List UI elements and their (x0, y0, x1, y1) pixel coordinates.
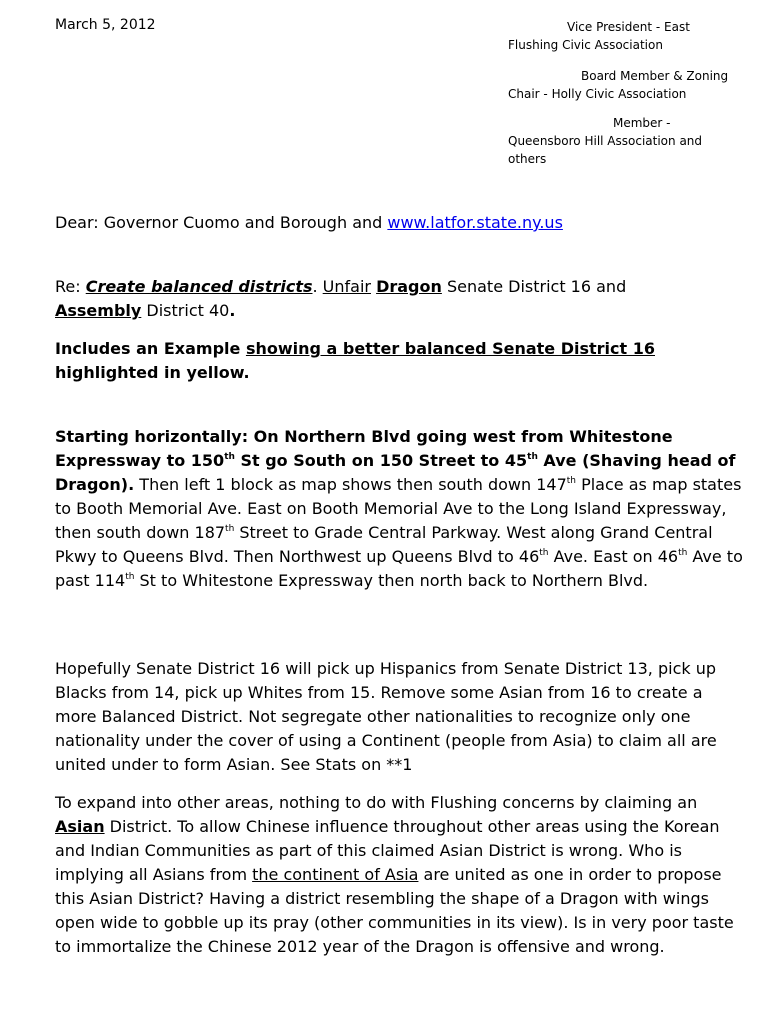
route-text: Ave to past 114 (55, 547, 743, 590)
re-dragon: Dragon (376, 277, 442, 296)
salutation (55, 211, 745, 235)
ordinal: th (539, 548, 549, 558)
route-description (55, 425, 745, 593)
signature-title-3 (508, 114, 748, 168)
ordinal: th (225, 524, 235, 534)
letter-date: March 5, 2012 (55, 17, 156, 33)
ordinal: th (125, 572, 135, 582)
includes-text: highlighted in yellow. (55, 363, 250, 382)
signature-title-2 (508, 67, 748, 103)
route-bold: Starting horizontally: On Northern Blvd going west from Whitestone Expressway to 150 (55, 427, 673, 470)
route-text: St to Whitestone Expressway then north back to Northern Blvd. (134, 571, 649, 590)
ordinal: th (678, 548, 688, 558)
signature-line: others (508, 152, 547, 166)
re-assembly: Assembly (55, 301, 142, 320)
expand-text: To expand into other areas, nothing to do with Flushing concerns by claiming an (55, 793, 698, 812)
expand-paragraph (55, 791, 745, 959)
re-text: . (312, 277, 323, 296)
re-text: Senate District 16 and (441, 277, 627, 296)
expand-asian: Asian (55, 817, 105, 836)
expand-text: District. To allow Chinese influence throughout other areas using the Korean and Indian Communities as part of this claimed Asian District is wrong. Who is implying all Asians from (55, 817, 720, 884)
salutation-text: Dear: Governor Cuomo and Borough and (55, 213, 388, 232)
expand-text: are united as one in order to propose this Asian District? Having a district resembling the shape of a Dragon with wings open wide to gobble up its pray (other communities in its view). Is in very poor taste to immortalize the Chinese 2012 year of the Dragon is offensive and wrong. (55, 865, 734, 956)
ordinal: th (527, 452, 538, 462)
route-bold: Ave (Shaving head of Dragon). (55, 451, 736, 494)
includes-example (55, 337, 745, 385)
route-text: Street to Grade Central Parkway. West along Grand Central Pkwy to Queens Blvd. Then Northwest up Queens Blvd to 46 (55, 523, 713, 566)
ordinal: th (224, 452, 235, 462)
signature-line: Board Member & Zoning (581, 69, 729, 83)
re-unfair: Unfair (322, 277, 371, 296)
signature-line: Vice President - East (567, 20, 690, 34)
signature-line: Member - (613, 116, 671, 130)
ordinal: th (566, 476, 576, 486)
route-bold: St go South on 150 Street to 45 (234, 451, 528, 470)
re-prefix: Re: (55, 277, 86, 296)
route-text: Place as map states to Booth Memorial Ave. East on Booth Memorial Ave to the Long Island Expressway, then south down 187 (55, 475, 742, 542)
expand-continent: the continent of Asia (252, 865, 419, 884)
signature-line: Flushing Civic Association (508, 38, 663, 52)
signature-title-1 (508, 18, 748, 54)
includes-underlined: showing a better balanced Senate District 16 (245, 339, 655, 358)
re-create-balanced: Create balanced districts (85, 277, 313, 296)
route-text: Then left 1 block as map shows then south down 147 (134, 475, 567, 494)
includes-text: Includes an Example (55, 339, 246, 358)
subject-line (55, 275, 745, 323)
latfor-link[interactable]: www.latfor.state.ny.us (387, 213, 563, 232)
signature-line: Chair - Holly Civic Association (508, 87, 687, 101)
signature-line: Queensboro Hill Association and (508, 134, 703, 148)
route-text: Ave. East on 46 (548, 547, 679, 566)
hopefully-paragraph: Hopefully Senate District 16 will pick up Hispanics from Senate District 13, pick up Blacks from 14, pick up Whites from 15. Remove some Asian from 16 to create a more Balanced District. Not segregate other nationalities to recognize only one nationality under the cover of using a Continent (people from Asia) to claim all are united under to form Asian. See Stats on **1 (55, 659, 717, 774)
re-text: District 40 (141, 301, 230, 320)
re-period: . (229, 301, 236, 320)
